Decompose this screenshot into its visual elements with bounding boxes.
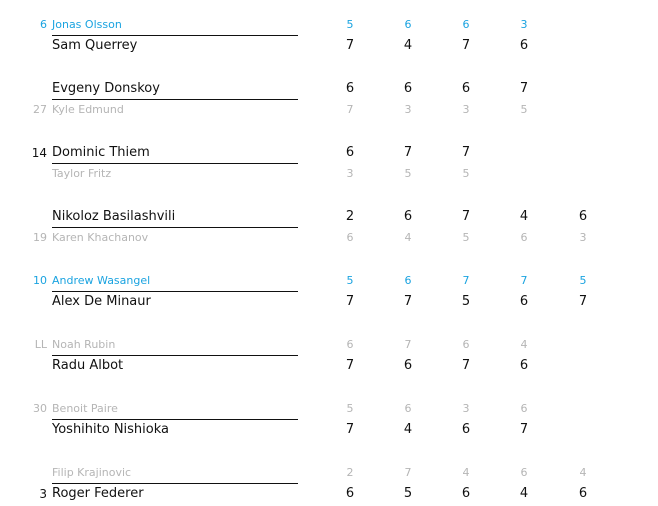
set-score: 7 xyxy=(345,294,355,309)
player-row xyxy=(0,271,640,291)
set-score: 6 xyxy=(345,145,355,160)
set-score: 7 xyxy=(461,145,471,160)
set-score: 4 xyxy=(462,466,470,479)
match-divider xyxy=(52,35,298,36)
set-score: 5 xyxy=(346,18,354,31)
player-name: Roger Federer xyxy=(52,486,144,501)
set-score: 6 xyxy=(404,402,412,415)
set-score: 6 xyxy=(404,274,412,287)
player-row xyxy=(0,15,640,35)
player-seed: 30 xyxy=(33,402,47,415)
player-row xyxy=(0,79,640,99)
set-score: 6 xyxy=(519,358,529,373)
match-divider xyxy=(52,291,298,292)
player-row xyxy=(0,356,640,376)
set-score: 6 xyxy=(462,18,470,31)
set-score: 6 xyxy=(345,486,355,501)
set-score: 4 xyxy=(404,231,412,244)
match-divider xyxy=(52,355,298,356)
player-row xyxy=(0,399,640,419)
player-seed: 19 xyxy=(33,231,47,244)
set-score: 7 xyxy=(461,209,471,224)
set-score: 6 xyxy=(519,294,529,309)
player-name: Evgeny Donskoy xyxy=(52,81,160,96)
set-score: 3 xyxy=(346,167,354,180)
set-score: 7 xyxy=(462,274,470,287)
player-seed: 10 xyxy=(33,274,47,287)
set-score: 7 xyxy=(345,422,355,437)
set-score: 6 xyxy=(403,209,413,224)
player-seed: 6 xyxy=(40,18,47,31)
set-score: 6 xyxy=(519,38,529,53)
player-row xyxy=(0,228,640,248)
set-score: 5 xyxy=(462,167,470,180)
player-name: Radu Albot xyxy=(52,358,124,373)
player-name: Jonas Olsson xyxy=(52,18,122,31)
set-score: 6 xyxy=(345,81,355,96)
set-score: 7 xyxy=(520,274,528,287)
set-score: 5 xyxy=(462,231,470,244)
player-name: Karen Khachanov xyxy=(52,231,149,244)
set-score: 4 xyxy=(403,422,413,437)
set-score: 6 xyxy=(461,486,471,501)
set-score: 6 xyxy=(403,81,413,96)
match-divider xyxy=(52,163,298,164)
set-score: 6 xyxy=(461,422,471,437)
set-score: 5 xyxy=(403,486,413,501)
set-score: 5 xyxy=(346,274,354,287)
set-score: 6 xyxy=(578,486,588,501)
set-score: 3 xyxy=(579,231,587,244)
set-score: 6 xyxy=(520,466,528,479)
set-score: 7 xyxy=(403,145,413,160)
set-score: 6 xyxy=(461,81,471,96)
set-score: 4 xyxy=(579,466,587,479)
player-seed: 3 xyxy=(39,487,47,501)
set-score: 4 xyxy=(519,486,529,501)
set-score: 4 xyxy=(403,38,413,53)
set-score: 3 xyxy=(404,103,412,116)
player-seed: 14 xyxy=(31,146,47,160)
set-score: 7 xyxy=(346,103,354,116)
set-score: 7 xyxy=(404,466,412,479)
player-row xyxy=(0,335,640,355)
set-score: 6 xyxy=(346,338,354,351)
player-name: Kyle Edmund xyxy=(52,103,124,116)
set-score: 3 xyxy=(520,18,528,31)
set-score: 6 xyxy=(520,231,528,244)
player-name: Noah Rubin xyxy=(52,338,116,351)
set-score: 6 xyxy=(520,402,528,415)
player-name: Alex De Minaur xyxy=(52,294,151,309)
set-score: 6 xyxy=(403,358,413,373)
match-divider xyxy=(52,419,298,420)
set-score: 7 xyxy=(578,294,588,309)
match-divider xyxy=(52,99,298,100)
set-score: 6 xyxy=(462,338,470,351)
player-seed: LL xyxy=(34,338,47,351)
set-score: 7 xyxy=(404,338,412,351)
set-score: 5 xyxy=(520,103,528,116)
set-score: 7 xyxy=(461,38,471,53)
set-score: 7 xyxy=(519,422,529,437)
player-row xyxy=(0,164,640,184)
player-name: Benoit Paire xyxy=(52,402,118,415)
set-score: 3 xyxy=(462,402,470,415)
set-score: 4 xyxy=(519,209,529,224)
set-score: 7 xyxy=(345,38,355,53)
player-row xyxy=(0,484,640,504)
set-score: 2 xyxy=(346,466,354,479)
set-score: 4 xyxy=(520,338,528,351)
player-name: Dominic Thiem xyxy=(52,145,150,160)
player-row xyxy=(0,463,640,483)
player-name: Nikoloz Basilashvili xyxy=(52,209,176,224)
set-score: 3 xyxy=(462,103,470,116)
player-row xyxy=(0,420,640,440)
set-score: 5 xyxy=(579,274,587,287)
player-name: Yoshihito Nishioka xyxy=(52,422,170,437)
set-score: 6 xyxy=(346,231,354,244)
set-score: 7 xyxy=(345,358,355,373)
player-row xyxy=(0,143,640,163)
set-score: 7 xyxy=(519,81,529,96)
match-divider xyxy=(52,227,298,228)
player-seed: 27 xyxy=(33,103,47,116)
player-row xyxy=(0,292,640,312)
set-score: 5 xyxy=(461,294,471,309)
set-score: 6 xyxy=(404,18,412,31)
player-row xyxy=(0,207,640,227)
player-row xyxy=(0,36,640,56)
set-score: 2 xyxy=(345,209,355,224)
player-name: Taylor Fritz xyxy=(52,167,112,180)
set-score: 5 xyxy=(346,402,354,415)
set-score: 6 xyxy=(578,209,588,224)
set-score: 7 xyxy=(403,294,413,309)
player-row xyxy=(0,100,640,120)
player-name: Andrew Wasangel xyxy=(52,274,151,287)
player-name: Sam Querrey xyxy=(52,38,138,53)
set-score: 7 xyxy=(461,358,471,373)
match-divider xyxy=(52,483,298,484)
player-name: Filip Krajinovic xyxy=(52,466,132,479)
set-score: 5 xyxy=(404,167,412,180)
